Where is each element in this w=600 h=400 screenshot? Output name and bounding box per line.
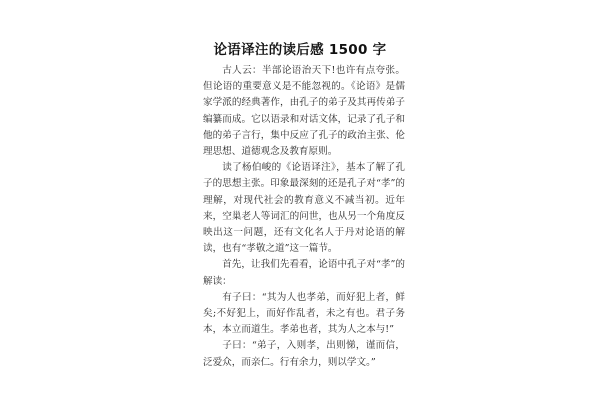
- paragraph-quote-youzi: 有子曰：“其为人也孝弟，而好犯上者，鲜矣;不好犯上，而好作乱者，未之有也。君子务本，本立而道生。孝弟也者，其为人之本与!”: [203, 291, 405, 336]
- paragraph-intro: 古人云：半部论语治天下!也许有点夸张。但论语的重要意义是不能忽视的。《论语》是儒家学派的经典著作，由孔子的弟子及其再传弟子编纂而成。它以语录和对话文体，记录了孔子和他的弟子言行，集中反应了孔子的政治主张、伦理思想、道德观念及教育原则。: [203, 65, 405, 158]
- paragraph-reading: 读了杨伯峻的《论语译注》，基本了解了孔子的思想主张。印象最深刻的还是孔子对“孝”的理解，对现代社会的教育意义不减当初。近年来，空巢老人等词汇的问世，也从另一个角度反映出这一问题，还有文化名人于丹对论语的解读，也有“孝敬之道”这一篇节。: [203, 162, 405, 255]
- document-title: 论语译注的读后感 1500 字: [213, 42, 387, 58]
- document-body: [203, 63, 405, 371]
- paragraph-quote-confucius: 子曰：“弟子，入则孝，出则悌，谨而信，泛爱众，而亲仁。行有余力，则以学文。”: [203, 340, 405, 368]
- paragraph-first-look: 首先，让我们先看看，论语中孔子对“孝”的解读：: [203, 259, 405, 287]
